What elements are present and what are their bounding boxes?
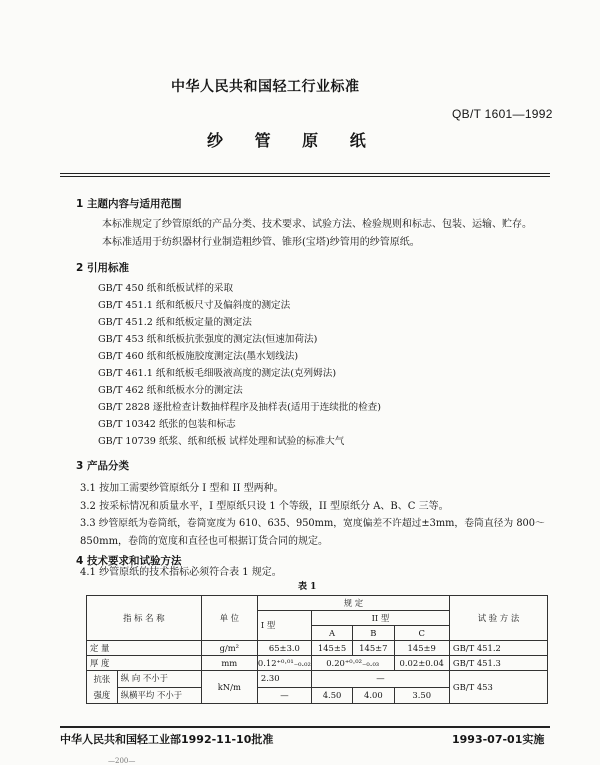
reference-item: GB/T 450 纸和纸板试样的采取 [98,283,234,294]
table-row [87,641,548,656]
header-spec: 规 定 [257,596,449,611]
clause-3-2: 3.2 按采标情况和质量水平，I 型原纸只设 1 个等级，II 型原纸分 A、B、C 三等。 [80,501,449,512]
reference-item: GB/T 10739 纸浆、纸和纸板 试样处理和试验的标准大气 [98,436,345,447]
reference-item: GB/T 453 纸和纸板抗张强度的测定法(恒速加荷法) [98,334,318,345]
header-index-name: 指 标 名 称 [87,596,202,641]
section-1-paragraph-2: 本标准适用于纺织器材行业制造粗纱管、锥形(宝塔)纱管用的纱管原纸。 [102,237,420,248]
table-row [87,671,548,688]
header-grade-c: C [394,626,449,641]
document-title: 纱 管 原 纸 [207,131,379,150]
reference-item: GB/T 462 纸和纸板水分的测定法 [98,385,243,396]
header-test-method: 试 验 方 法 [449,596,547,641]
row-name: 定 量 [87,641,202,656]
section-3-heading: 3 产品分类 [76,460,129,472]
cell-grade-c: 3.50 [394,687,449,704]
cell-type-1: — [257,687,311,704]
row-unit: g/m² [201,641,257,656]
page-number: —200— [108,757,136,765]
cell-type-2: — [311,671,449,688]
header-grade-a: A [311,626,352,641]
table-row [87,656,548,671]
standard-code: QB/T 1601—1992 [452,107,553,121]
row-group-line-2: 强度 [93,690,111,700]
clause-3-3: 3.3 纱管原纸为卷筒纸，卷筒宽度为 610、635、950mm，宽度偏差不许超过±3mm，卷筒直径为 800～ [80,518,545,529]
header-type-1: I 型 [257,611,311,641]
cell-grade-a: 145±5 [311,641,352,656]
table-caption: 表 1 [298,582,317,592]
cell-method: GB/T 453 [449,671,547,704]
row-sub-name: 纵 向 不小于 [117,671,201,688]
clause-3-1: 3.1 按加工需要纱管原纸分 I 型和 II 型两种。 [80,483,284,494]
standard-title: 中华人民共和国轻工行业标准 [171,79,360,95]
reference-item: GB/T 451.1 纸和纸板尺寸及偏斜度的测定法 [98,300,291,311]
cell-grade-c: 145±9 [394,641,449,656]
header-divider [60,173,550,177]
footer-divider [60,726,550,728]
reference-item: GB/T 460 纸和纸板施胶度测定法(墨水划线法) [98,351,299,362]
cell-grade-c: 0.02±0.04 [394,656,449,671]
reference-item: GB/T 451.2 纸和纸板定量的测定法 [98,317,252,328]
cell-grade-b: 145±7 [353,641,394,656]
cell-method: GB/T 451.3 [449,656,547,671]
cell-type-1: 2.30 [257,671,311,688]
row-sub-name: 纵横平均 不小于 [117,687,201,704]
cell-method: GB/T 451.2 [449,641,547,656]
row-unit: kN/m [201,671,257,704]
header-grade-b: B [353,626,394,641]
issued-by: 中华人民共和国轻工业部1992-11-10批准 [60,733,274,746]
effective-date: 1993-07-01实施 [452,733,545,746]
clause-4-1: 4.1 纱管原纸的技术指标必须符合表 1 规定。 [80,567,282,578]
row-name: 厚 度 [87,656,202,671]
reference-item: GB/T 461.1 纸和纸板毛细吸液高度的测定法(克列姆法) [98,368,337,379]
cell-grade-a: 4.50 [311,687,352,704]
cell-grade-ab: 0.20⁺⁰·⁰²₋₀.₀₃ [311,656,394,671]
clause-3-3-continued: 850mm，卷筒的宽度和直径也可根据订货合同的规定。 [80,536,329,547]
row-group-line-1: 抗张 [93,674,111,684]
row-unit: mm [201,656,257,671]
spec-table [86,595,548,704]
header-unit: 单 位 [201,596,257,641]
cell-grade-b: 4.00 [353,687,394,704]
section-1-heading: 1 主题内容与适用范围 [76,198,182,210]
section-4-heading: 4 技术要求和试验方法 [76,555,182,567]
reference-item: GB/T 2828 逐批检查计数抽样程序及抽样表(适用于连续批的检查) [98,402,382,413]
reference-item: GB/T 10342 纸张的包装和标志 [98,419,236,430]
header-type-2: II 型 [311,611,449,626]
cell-type-1: 65±3.0 [257,641,311,656]
cell-type-1: 0.12⁺⁰·⁰¹₋₀.₀₂ [257,656,311,671]
section-2-heading: 2 引用标准 [76,262,129,274]
section-1-paragraph-1: 本标准规定了纱管原纸的产品分类、技术要求、试验方法、检验规则和标志、包装、运输、贮存。 [102,219,532,230]
row-group-label [87,671,118,704]
